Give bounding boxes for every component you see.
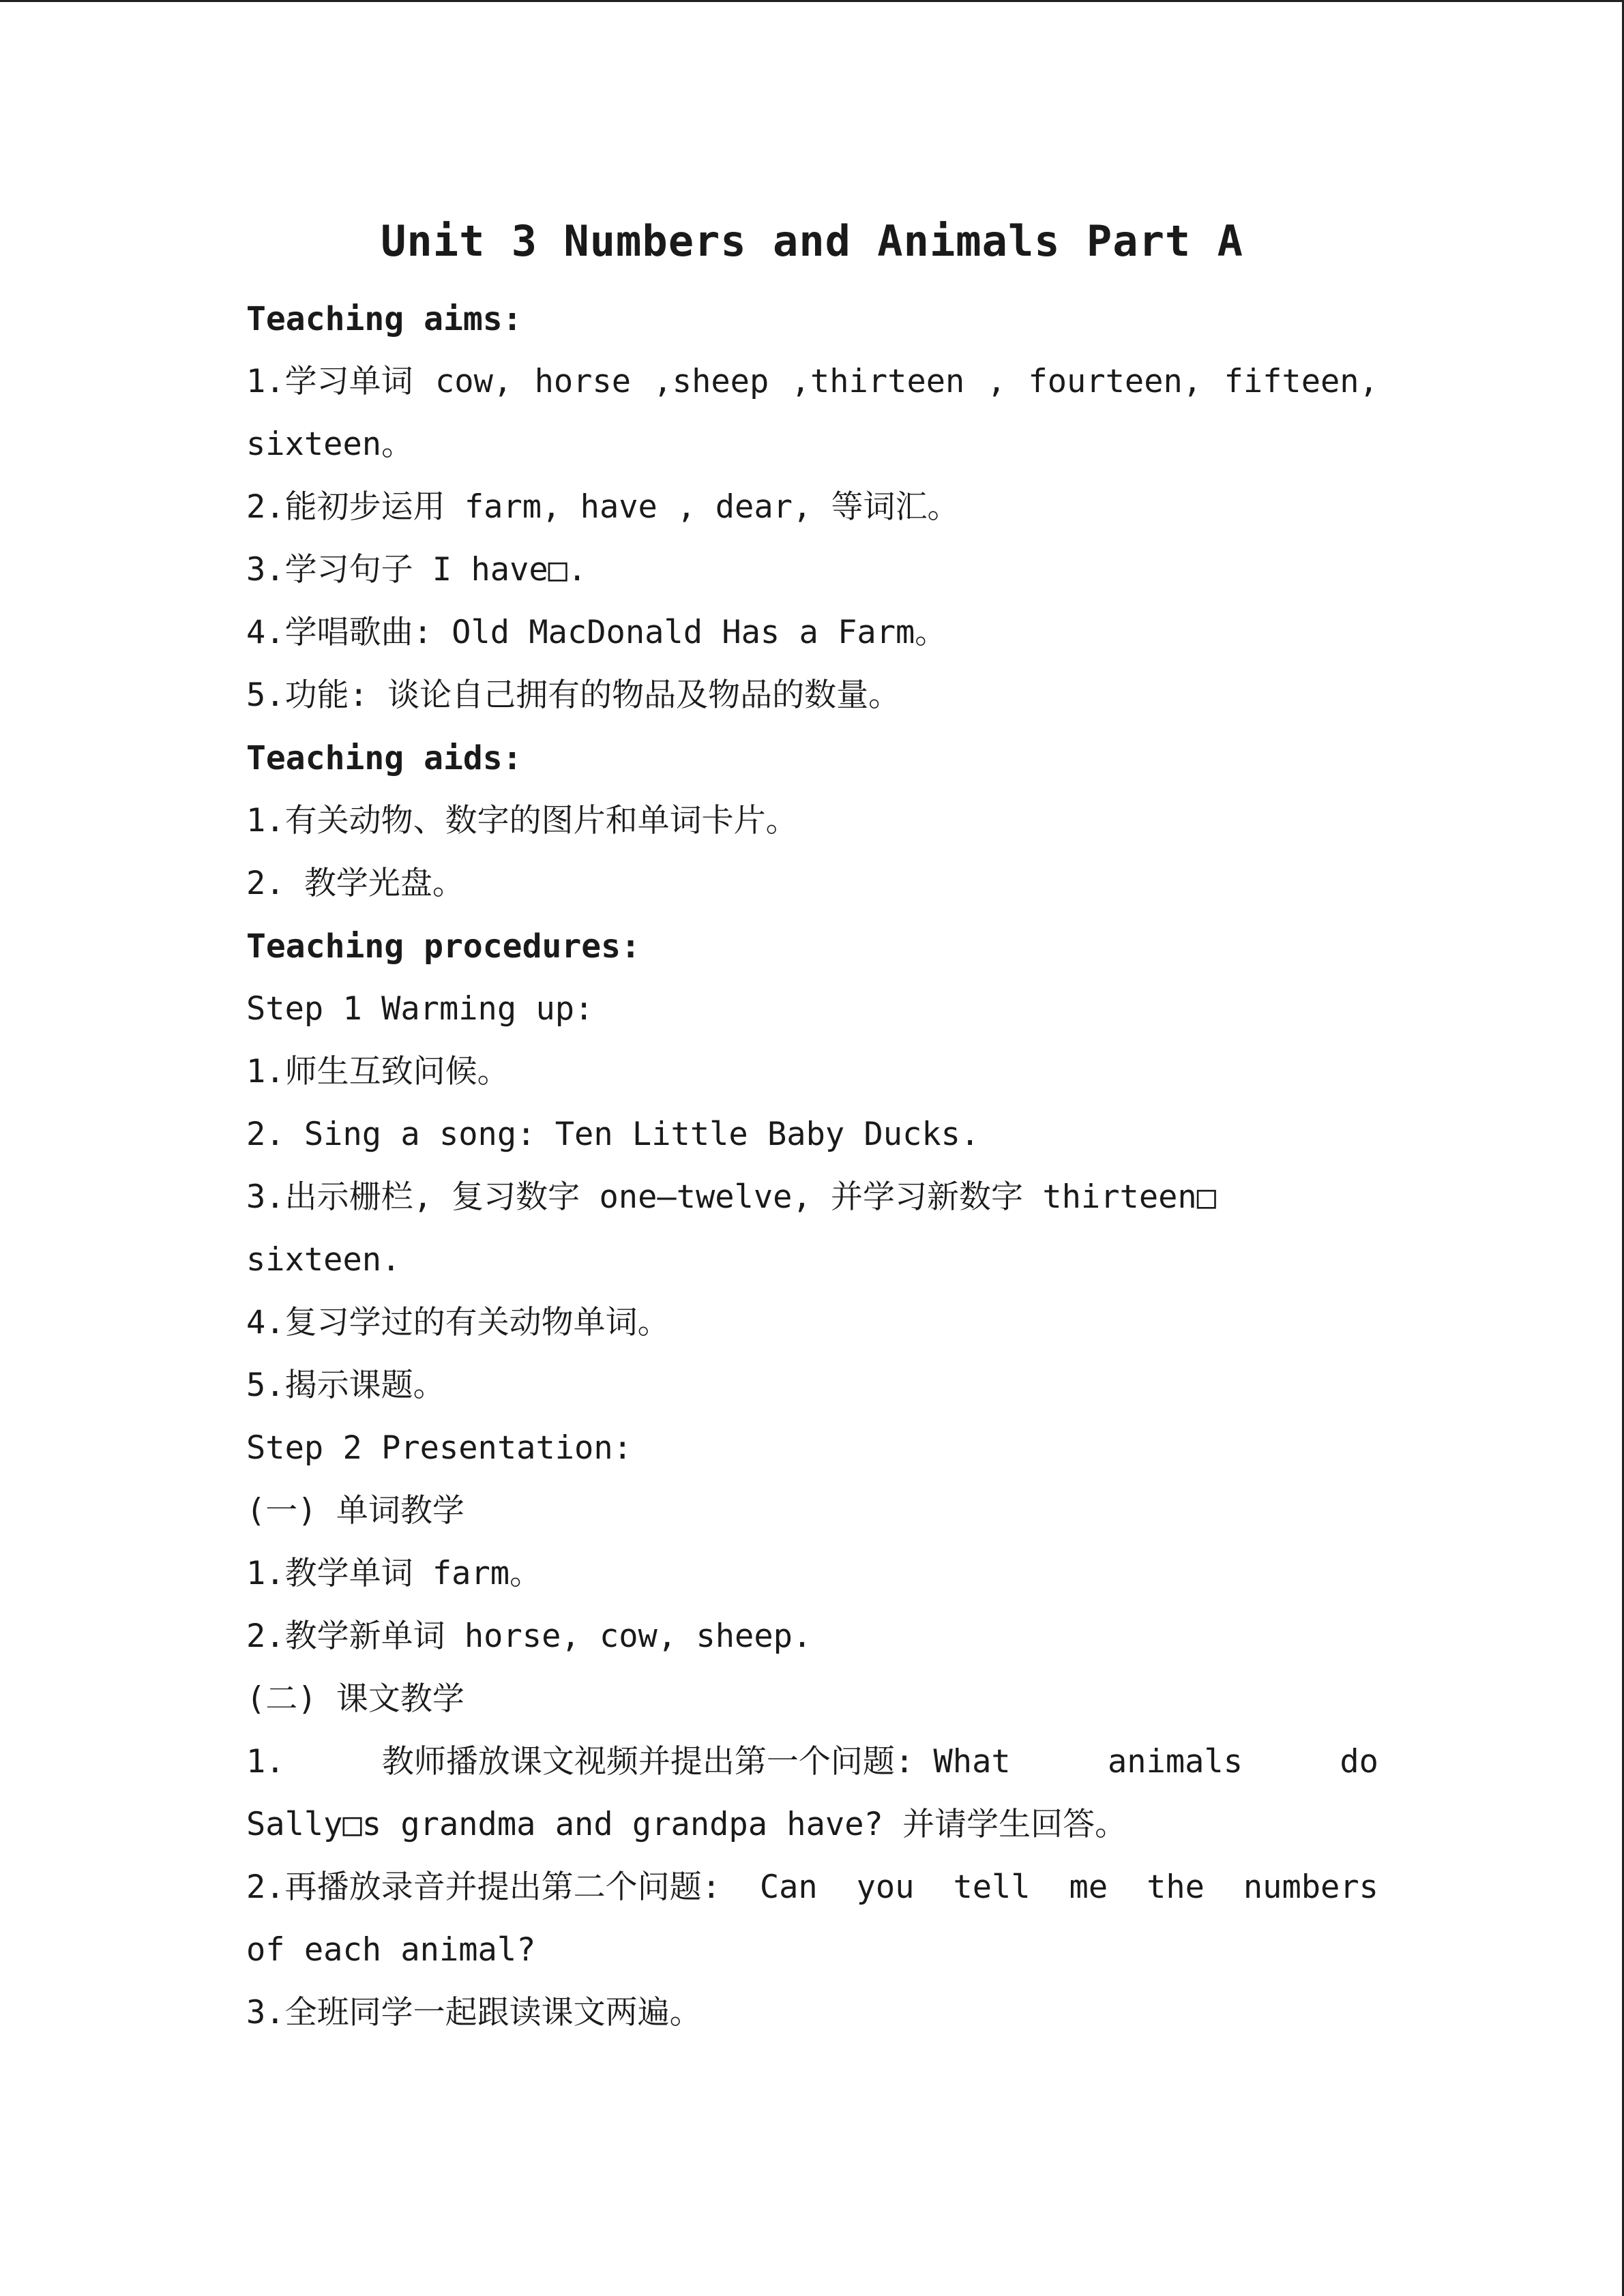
part-2-item-1-part: do bbox=[1340, 1743, 1378, 1780]
aim-1-part: cow, bbox=[435, 363, 513, 400]
aim-1-line bbox=[246, 358, 1378, 406]
aim-1-part: ,sheep bbox=[653, 363, 769, 400]
aim-1-part: 1.学习单词 bbox=[246, 363, 413, 400]
document-title: Unit 3 Numbers and Animals Part A bbox=[381, 216, 1243, 266]
part-1-heading: (一) 单词教学 bbox=[246, 1492, 464, 1530]
aid-2: 2. 教学光盘。 bbox=[246, 865, 464, 902]
part-2-item-2-continuation: of each animal? bbox=[246, 1931, 536, 1969]
part-2-item-2-part: me bbox=[1069, 1868, 1108, 1906]
part-2-item-1 bbox=[246, 1738, 1378, 1786]
aim-1-continuation: sixteen。 bbox=[246, 426, 414, 463]
aim-1-part: ,thirteen bbox=[791, 363, 965, 400]
part-2-item-2-part: Can bbox=[759, 1868, 818, 1906]
aim-4: 4.学唱歌曲: Old MacDonald Has a Farm。 bbox=[246, 614, 947, 651]
part-2-item-3: 3.全班同学一起跟读课文两遍。 bbox=[246, 1994, 702, 2031]
step-2-heading: Step 2 Presentation: bbox=[246, 1429, 632, 1467]
aim-1-part: horse bbox=[534, 363, 632, 400]
part-1-item-1: 1.教学单词 farm。 bbox=[246, 1555, 542, 1592]
section-heading-procedures: Teaching procedures: bbox=[246, 927, 640, 966]
step-1-item-5: 5.揭示课题。 bbox=[246, 1367, 445, 1404]
part-1-item-2: 2.教学新单词 horse, cow, sheep. bbox=[246, 1617, 812, 1655]
aim-2: 2.能初步运用 farm, have , dear, 等词汇。 bbox=[246, 488, 960, 526]
part-2-item-1-continuation: Sally□s grandma and grandpa have? 并请学生回答。 bbox=[246, 1806, 1127, 1843]
aim-1-part: , bbox=[986, 363, 1007, 400]
part-2-item-2-part: 2.再播放录音并提出第二个问题: bbox=[246, 1868, 721, 1906]
aim-5: 5.功能: 谈论自己拥有的物品及物品的数量。 bbox=[246, 676, 901, 714]
step-1-item-3: 3.出示栅栏, 复习数字 one—twelve, 并学习新数字 thirteen□ bbox=[246, 1178, 1217, 1216]
part-2-heading: (二) 课文教学 bbox=[246, 1680, 464, 1718]
aim-1-part: fourteen, bbox=[1028, 363, 1202, 400]
part-2-item-2-part: the bbox=[1147, 1868, 1205, 1906]
step-1-item-4: 4.复习学过的有关动物单词。 bbox=[246, 1304, 670, 1341]
section-heading-aids: Teaching aids: bbox=[246, 739, 522, 777]
part-2-item-2-part: tell bbox=[953, 1868, 1031, 1906]
step-1-item-1: 1.师生互致问候。 bbox=[246, 1053, 510, 1090]
step-1-heading: Step 1 Warming up: bbox=[246, 990, 594, 1028]
step-1-item-3-continuation: sixteen. bbox=[246, 1241, 401, 1279]
part-2-item-1-part: animals bbox=[1108, 1743, 1243, 1780]
section-heading-aims: Teaching aims: bbox=[246, 300, 522, 338]
part-2-item-2-part: numbers bbox=[1243, 1868, 1378, 1906]
aim-3: 3.学习句子 I have□. bbox=[246, 551, 587, 588]
aid-1: 1.有关动物、数字的图片和单词卡片。 bbox=[246, 802, 798, 839]
part-2-item-1-part: 教师播放课文视频并提出第一个问题: What bbox=[381, 1743, 1011, 1780]
part-2-item-1-part: 1. bbox=[246, 1743, 285, 1780]
aim-1-part: fifteen, bbox=[1224, 363, 1378, 400]
part-2-item-2 bbox=[246, 1864, 1378, 1911]
part-2-item-2-part: you bbox=[856, 1868, 915, 1906]
step-1-item-2: 2. Sing a song: Ten Little Baby Ducks. bbox=[246, 1116, 980, 1153]
